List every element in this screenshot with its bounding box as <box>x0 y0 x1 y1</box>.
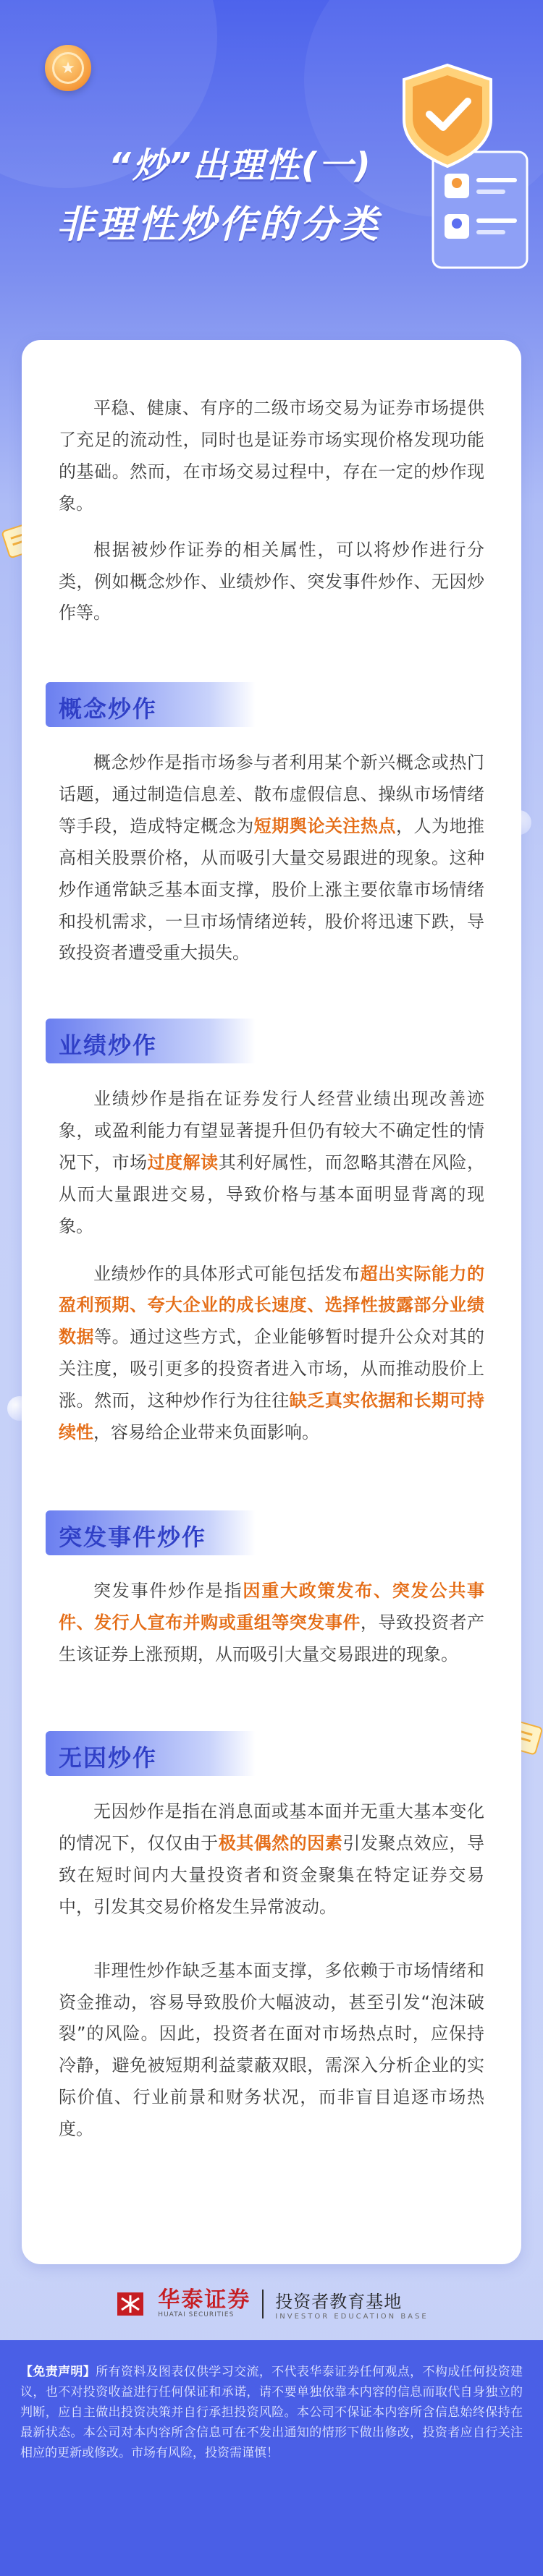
performance-section <box>59 1084 484 1449</box>
highlight-text: 因重大政策发布、突发公共事件、发行人宣布并购或重组等突发事件 <box>59 1581 485 1633</box>
highlight-text: 过度解读 <box>147 1152 219 1173</box>
disclaimer-tag: 【免责声明】 <box>20 2365 96 2379</box>
nocause-paragraph-1: 无因炒作是指在消息面或基本面并无重大基本变化的情况下，仅仅由于极其偶然的因素引发聚点效应，导致在短时间内大量投资者和资金聚集在特定证券交易中，引发其交易价格发生异常波动。 <box>59 1801 485 1917</box>
section-title-nocause: 无因炒作 <box>46 1731 256 1776</box>
conclusion-paragraph: 非理性炒作缺乏基本面支撑，多依赖于市场情绪和资金推动，容易导致股价大幅波动，甚至引发“泡沫破裂”的风险。因此，投资者在面对市场热点时，应保持冷静，避免被短期利益蒙蔽双眼，需深入分析企业的实际价值、行业前景和财务状况，而非盲目追逐市场热度。 <box>59 1960 484 2140</box>
highlight-text: 短期舆论关注热点 <box>253 815 396 836</box>
concept-paragraph: 概念炒作是指市场参与者利用某个新兴概念或热门话题，通过制造信息差、散布虚假信息、操纵市场情绪等手段，造成特定概念为短期舆论关注热点，人为地推高相关股票价格，从而吸引大量交易跟进的现象。这种炒作通常缺乏基本面支撑，股价上涨主要依靠市场情绪和投机需求，一旦市场情绪逆转，股价将迅速下跌，导致投资者遭受重大损失。 <box>59 752 485 964</box>
shield-document-illustration <box>397 51 534 289</box>
logo-name-cn: 华泰证券 <box>158 2287 251 2313</box>
highlight-text: 极其偶然的因素 <box>218 1832 343 1853</box>
disclaimer-text: 所有资料及图表仅供学习交流，不代表华泰证券任何观点，不构成任何投资建议，也不对投资收益进行任何保证和承诺，请不要单独依靠本内容的信息而取代自身独立的判断，应自主做出投资决策并自行承担投资风险。本公司不保证本内容所含信息始终保持在最新状态。本公司对本内容所含信息可在不发出通知的情形下做出修改，投资者应自行关注相应的更新或修改。市场有风险，投资需谨慎！ <box>20 2365 523 2461</box>
logo-divider <box>262 2290 264 2318</box>
huatai-logo-icon <box>114 2290 146 2318</box>
highlight-text: 超出实际能力的盈利预期、夸大企业的成长速度、选择性披露部分业绩数据 <box>59 1263 485 1348</box>
brand-logo <box>0 2271 543 2337</box>
sudden-paragraph: 突发事件炒作是指因重大政策发布、突发公共事件、发行人宣布并购或重组等突发事件，导致投资者产生该证券上涨预期，从而吸引大量交易跟进的现象。 <box>59 1581 485 1665</box>
logo-sub-cn: 投资者教育基地 <box>275 2292 403 2312</box>
performance-paragraph-1: 业绩炒作是指在证券发行人经营业绩出现改善迹象，或盈利能力有望显著提升但仍有较大不确定性的情况下，市场过度解读其利好属性，而忽略其潜在风险，从而大量跟进交易，导致价格与基本面明显背离的现象。 <box>59 1089 485 1236</box>
disclaimer-block <box>0 2340 543 2576</box>
logo-sub-group <box>275 2287 428 2321</box>
intro-paragraph-2: 根据被炒作证券的相关属性，可以将炒作进行分类，例如概念炒作、业绩炒作、突发事件炒作、无因炒作等。 <box>59 539 484 624</box>
title-line-1: “炒”出理性(一) <box>109 145 372 186</box>
highlight-text: 缺乏真实依据和长期可持续性 <box>59 1390 485 1443</box>
sudden-section <box>59 1576 484 1671</box>
header-banner <box>0 0 543 340</box>
content-card <box>22 340 521 2264</box>
logo-sub-en: INVESTOR EDUCATION BASE <box>275 2313 429 2321</box>
performance-paragraph-2: 业绩炒作的具体形式可能包括发布超出实际能力的盈利预期、夸大企业的成长速度、选择性披露部分业绩数据等。通过这些方式，企业能够暂时提升公众对其的关注度，吸引更多的投资者进入市场，从而推动股价上涨。然而，这种炒作行为往往缺乏真实依据和长期可持续性，容易给企业带来负面影响。 <box>59 1263 485 1443</box>
section-title-performance: 业绩炒作 <box>46 1019 256 1063</box>
nocause-section <box>59 1796 484 2146</box>
section-title-concept: 概念炒作 <box>46 682 256 727</box>
medal-icon: ★ <box>45 45 91 91</box>
section-title-sudden: 突发事件炒作 <box>46 1510 256 1555</box>
concept-section <box>59 747 484 969</box>
logo-name-en: HUATAI SECURITIES <box>158 2311 235 2318</box>
intro-paragraph-1: 平稳、健康、有序的二级市场交易为证券市场提供了充足的流动性，同时也是证券市场实现价格发现功能的基础。然而，在市场交易过程中，存在一定的炒作现象。 <box>59 398 484 514</box>
intro-section <box>59 393 484 629</box>
title-line-2: 非理性炒作的分类 <box>56 203 382 247</box>
logo-text-group <box>158 2287 251 2318</box>
